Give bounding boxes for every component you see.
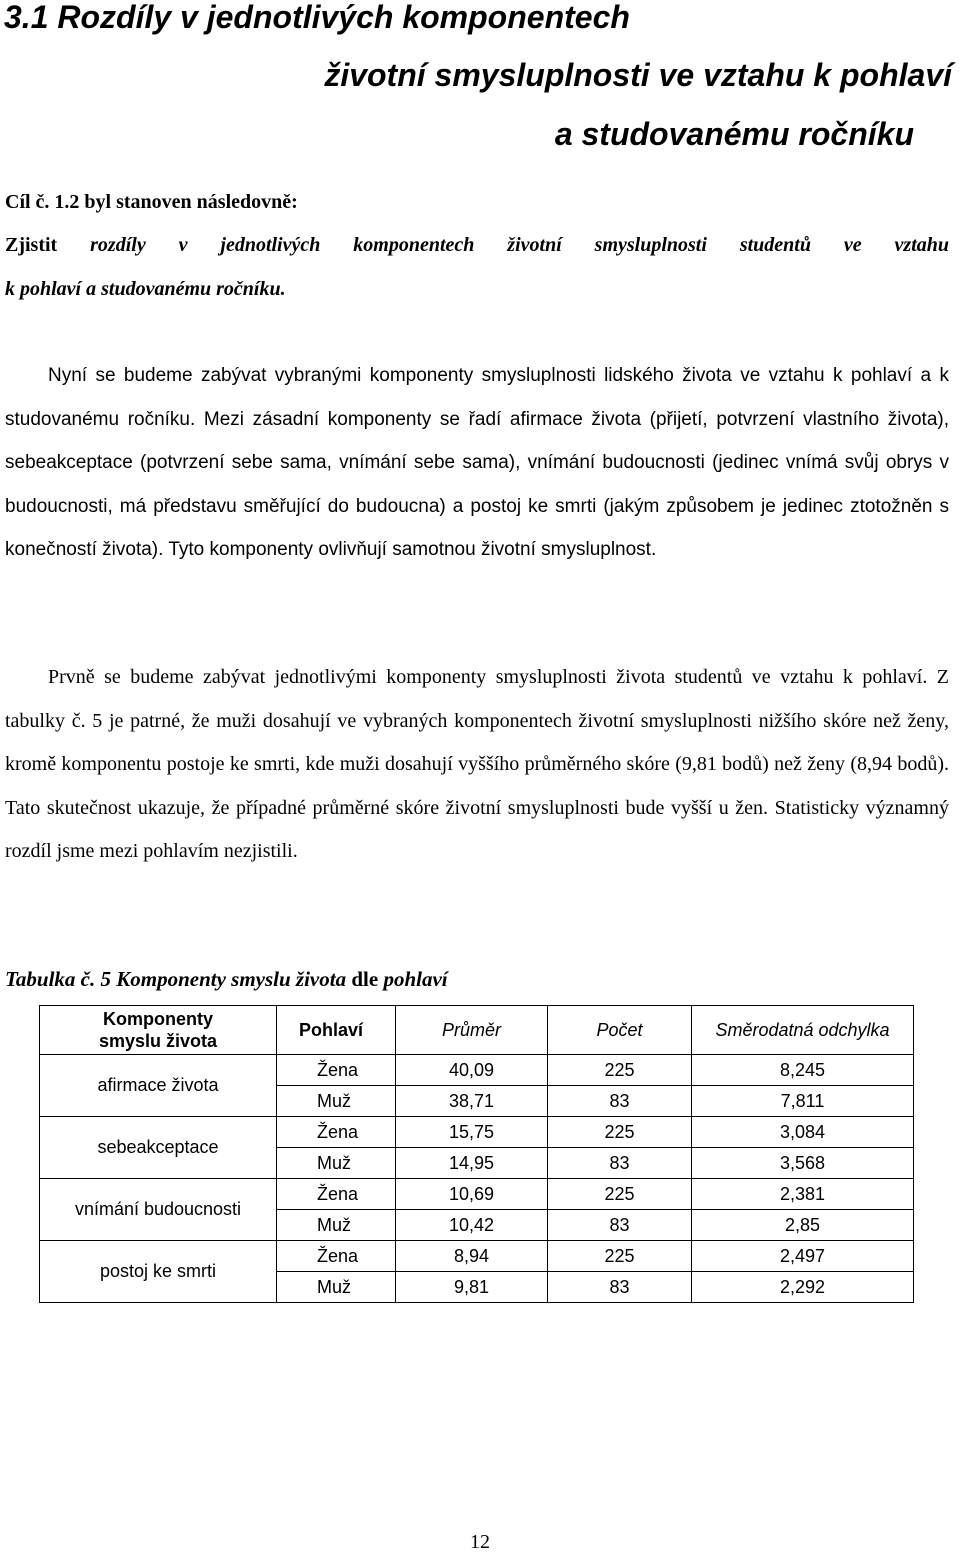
- components-by-sex-table: [39, 1005, 914, 1303]
- sd-cell: 8,245: [692, 1055, 914, 1086]
- header-sex: Pohlaví: [277, 1006, 396, 1055]
- mean-cell: 8,94: [396, 1241, 548, 1272]
- table-caption-label: Tabulka č. 5: [5, 967, 111, 991]
- count-cell: 225: [548, 1055, 692, 1086]
- page-number: 12: [470, 1531, 490, 1553]
- table-row: [40, 1179, 914, 1210]
- goal-statement-line-2: k pohlaví a studovanému ročníku.: [5, 278, 286, 300]
- goal-statement-line-1: [5, 223, 949, 267]
- sex-cell: Muž: [277, 1272, 396, 1303]
- table-caption-connector: dle: [351, 967, 379, 991]
- component-cell: postoj ke smrti: [40, 1241, 277, 1303]
- count-cell: 225: [548, 1117, 692, 1148]
- header-component-line-2: smyslu života: [98, 1031, 218, 1051]
- sd-cell: 2,292: [692, 1272, 914, 1303]
- sd-cell: 3,084: [692, 1117, 914, 1148]
- mean-cell: 9,81: [396, 1272, 548, 1303]
- sd-cell: 2,381: [692, 1179, 914, 1210]
- header-count: Počet: [548, 1006, 692, 1055]
- mean-cell: 15,75: [396, 1117, 548, 1148]
- component-cell: vnímání budoucnosti: [40, 1179, 277, 1241]
- goal-intro: Cíl č. 1.2 byl stanoven následovně:: [5, 191, 298, 213]
- count-cell: 83: [548, 1210, 692, 1241]
- header-mean: Průměr: [396, 1006, 548, 1055]
- sex-cell: Muž: [277, 1210, 396, 1241]
- goal-verb: Zjistit: [5, 234, 58, 256]
- paragraph-gender-results: [5, 656, 949, 874]
- sex-cell: Žena: [277, 1241, 396, 1272]
- section-heading-line-3: a studovanému ročníku: [554, 116, 914, 152]
- sex-cell: Žena: [277, 1055, 396, 1086]
- sd-cell: 2,85: [692, 1210, 914, 1241]
- table-row: [40, 1241, 914, 1272]
- sex-cell: Muž: [277, 1148, 396, 1179]
- header-sd: Směrodatná odchylka: [692, 1006, 914, 1055]
- header-component: [40, 1006, 277, 1055]
- table-caption: [5, 958, 448, 1000]
- section-heading-line-2: životní smysluplnosti ve vztahu k pohlaví: [324, 57, 952, 93]
- component-cell: afirmace života: [40, 1055, 277, 1117]
- table-caption-tail: pohlaví: [383, 967, 448, 991]
- table-header-row: [40, 1006, 914, 1055]
- component-cell: sebeakceptace: [40, 1117, 277, 1179]
- count-cell: 225: [548, 1179, 692, 1210]
- sex-cell: Žena: [277, 1117, 396, 1148]
- table-row: [40, 1117, 914, 1148]
- paragraph-components: [5, 354, 949, 572]
- section-heading-line-1: 3.1 Rozdíly v jednotlivých komponentech: [4, 0, 630, 35]
- mean-cell: 10,69: [396, 1179, 548, 1210]
- mean-cell: 14,95: [396, 1148, 548, 1179]
- paragraph-gender-results-text: Prvně se budeme zabývat jednotlivými komponenty smysluplnosti života studentů ve vztahu k pohlaví. Z tabulky č. 5 je patrné, že muži dosahují ve vybraných komponentech životní smysluplnosti nižšího skóre než ženy, kromě komponentu postoje ke smrti, kde muži dosahují vyššího průměrného skóre (9,81 bodů) než ženy (8,94 bodů). Tato skutečnost ukazuje, že případné průměrné skóre životní smysluplnosti bude vyšší u žen. Statisticky významný rozdíl jsme mezi pohlavím nezjistili.: [5, 666, 949, 863]
- sd-cell: 2,497: [692, 1241, 914, 1272]
- goal-statement-text: rozdíly v jednotlivých komponentech životní smysluplnosti studentů ve vztahu: [90, 234, 950, 256]
- count-cell: 225: [548, 1241, 692, 1272]
- sex-cell: Muž: [277, 1086, 396, 1117]
- sd-cell: 3,568: [692, 1148, 914, 1179]
- table-row: [40, 1055, 914, 1086]
- sd-cell: 7,811: [692, 1086, 914, 1117]
- header-component-line-1: Komponenty: [103, 1009, 213, 1029]
- count-cell: 83: [548, 1148, 692, 1179]
- mean-cell: 10,42: [396, 1210, 548, 1241]
- count-cell: 83: [548, 1086, 692, 1117]
- count-cell: 83: [548, 1272, 692, 1303]
- mean-cell: 40,09: [396, 1055, 548, 1086]
- table-caption-title: Komponenty smyslu života: [116, 967, 347, 991]
- sex-cell: Žena: [277, 1179, 396, 1210]
- paragraph-components-text: Nyní se budeme zabývat vybranými komponenty smysluplnosti lidského života ve vztahu k pohlaví a k studovanému ročníku. Mezi zásadní komponenty se řadí afirmace života (přijetí, potvrzení vlastního života), sebeakceptace (potvrzení sebe sama, vnímání sebe sama), vnímání budoucnosti (jedinec vnímá svůj obrys v budoucnosti, má představu směřující do budoucna) a postoj ke smrti (jakým způsobem je jedinec ztotožněn s konečností života). Tyto komponenty ovlivňují samotnou životní smysluplnost.: [5, 365, 949, 561]
- mean-cell: 38,71: [396, 1086, 548, 1117]
